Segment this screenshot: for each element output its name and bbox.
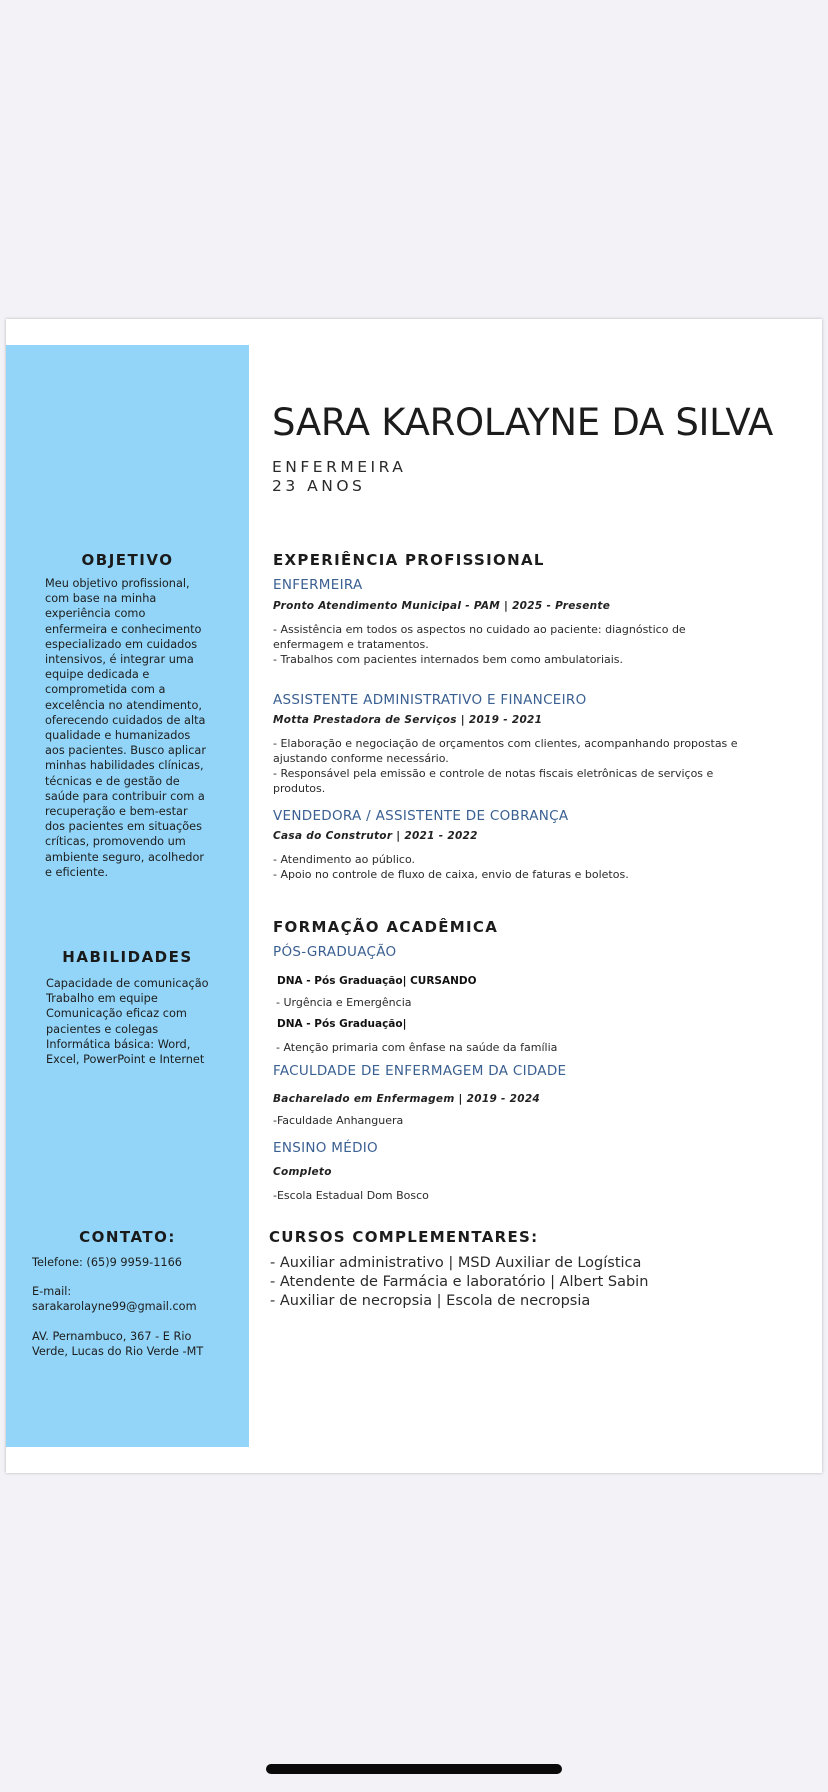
skill-item: Excel, PowerPoint e Internet bbox=[46, 1053, 205, 1067]
education-heading: FORMAÇÃO ACADÊMICA bbox=[273, 918, 499, 936]
sidebar bbox=[6, 345, 249, 1447]
skills-list bbox=[46, 976, 209, 1067]
course-item: - Atendente de Farmácia e laboratório | Albert Sabin bbox=[270, 1274, 649, 1290]
job-description: - Assistência em todos os aspectos no cuidado ao paciente: diagnóstico de enfermagem e tratamentos. - Trabalhos com pacientes internados bem como ambulatoriais. bbox=[273, 623, 686, 666]
course-item: - Auxiliar de necropsia | Escola de necropsia bbox=[270, 1293, 591, 1309]
postgrad-item-desc: - Urgência e Emergência bbox=[276, 996, 412, 1009]
highschool-heading: ENSINO MÉDIO bbox=[273, 1140, 378, 1156]
skill-item: pacientes e colegas bbox=[46, 1022, 159, 1036]
contact-address: AV. Pernambuco, 367 - E Rio Verde, Lucas do Rio Verde -MT bbox=[32, 1330, 204, 1359]
job-description: - Elaboração e negociação de orçamentos com clientes, acompanhando propostas e ajustando conforme necessário. - Responsável pela emissão e controle de notas fiscais eletrônicas de serviços e produtos. bbox=[273, 737, 738, 795]
course-list bbox=[270, 1254, 648, 1311]
job-title: VENDEDORA / ASSISTENTE DE COBRANÇA bbox=[273, 808, 569, 824]
postgrad-heading: PÓS-GRADUAÇÃO bbox=[273, 944, 397, 960]
contact-email-label: E-mail: bbox=[32, 1285, 72, 1298]
home-indicator[interactable] bbox=[266, 1764, 562, 1774]
skills-heading: HABILIDADES bbox=[62, 948, 193, 966]
skill-item: Comunicação eficaz com bbox=[46, 1007, 187, 1021]
contact-email[interactable]: sarakarolayne99@gmail.com bbox=[32, 1300, 197, 1313]
skill-item: Capacidade de comunicação bbox=[46, 977, 209, 990]
courses-heading: CURSOS COMPLEMENTARES: bbox=[269, 1228, 539, 1246]
postgrad-item-title: DNA - Pós Graduação| CURSANDO bbox=[277, 975, 477, 987]
resume-page bbox=[6, 319, 822, 1473]
college-meta: Bacharelado em Enfermagem | 2019 - 2024 bbox=[273, 1093, 541, 1105]
college-heading: FACULDADE DE ENFERMAGEM DA CIDADE bbox=[273, 1063, 567, 1079]
experience-heading: EXPERIÊNCIA PROFISSIONAL bbox=[273, 551, 545, 569]
skill-item: Informática básica: Word, bbox=[46, 1037, 191, 1051]
college-desc: -Faculdade Anhanguera bbox=[273, 1114, 404, 1127]
job-title: ENFERMEIRA bbox=[273, 577, 363, 593]
job-meta: Pronto Atendimento Municipal - PAM | 2025 - Presente bbox=[273, 600, 611, 612]
course-item: - Auxiliar administrativo | MSD Auxiliar de Logística bbox=[270, 1255, 642, 1271]
postgrad-item-title: DNA - Pós Graduação| bbox=[277, 1018, 407, 1030]
job-title: ASSISTENTE ADMINISTRATIVO E FINANCEIRO bbox=[273, 692, 587, 708]
highschool-desc: -Escola Estadual Dom Bosco bbox=[273, 1189, 429, 1202]
contact-phone[interactable]: Telefone: (65)9 9959-1166 bbox=[32, 1256, 182, 1269]
objective-heading: OBJETIVO bbox=[81, 551, 174, 569]
job-meta: Motta Prestadora de Serviços | 2019 - 2021 bbox=[273, 714, 543, 726]
contact-heading: CONTATO: bbox=[79, 1228, 176, 1246]
job-description: - Atendimento ao público. - Apoio no controle de fluxo de caixa, envio de faturas e boletos. bbox=[273, 853, 629, 881]
objective-text: Meu objetivo profissional, com base na minha experiência como enfermeira e conhecimento especializado em cuidados intensivos, é integrar uma equipe dedicada e comprometida com a excelência no atendimento, oferecendo cuidados de alta qualidade e humanizados aos pacientes. Busco aplicar minhas habilidades clínicas, técnicas e de gestão de saúde para contribuir com a recuperação e bem-estar dos pacientes em situações críticas, promovendo um ambiente seguro, acolhedor e eficiente. bbox=[45, 577, 206, 879]
candidate-age: 23 ANOS bbox=[272, 477, 366, 495]
postgrad-item-desc: - Atenção primaria com ênfase na saúde da família bbox=[276, 1041, 558, 1054]
candidate-role: ENFERMEIRA bbox=[272, 458, 407, 476]
skill-item: Trabalho em equipe bbox=[46, 992, 158, 1006]
candidate-name: SARA KAROLAYNE DA SILVA bbox=[272, 401, 774, 444]
job-meta: Casa do Construtor | 2021 - 2022 bbox=[273, 830, 478, 842]
highschool-meta: Completo bbox=[273, 1166, 332, 1178]
